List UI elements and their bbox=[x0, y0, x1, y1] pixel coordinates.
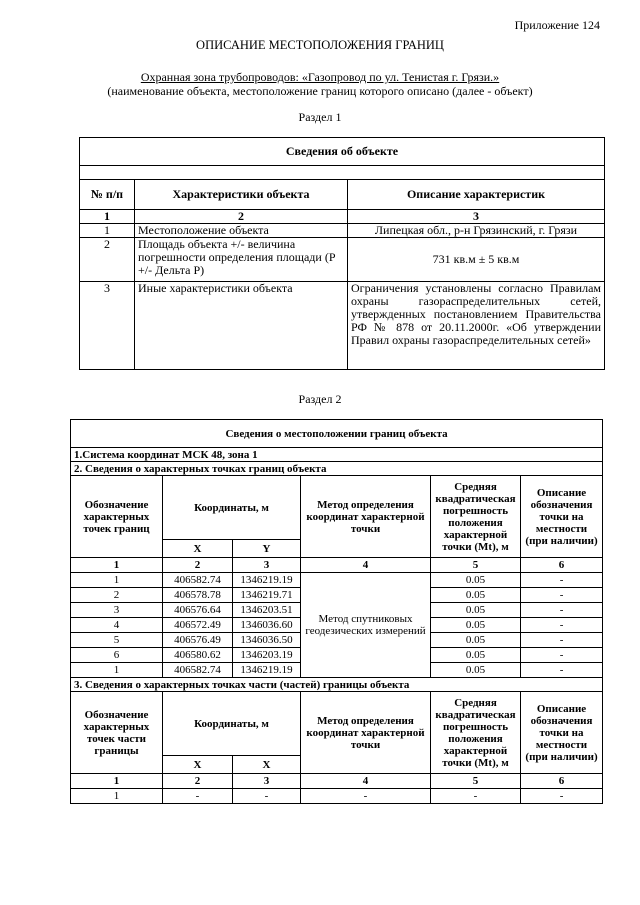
header-x: X bbox=[163, 540, 233, 558]
point-x: 406572.49 bbox=[163, 618, 233, 633]
table-row bbox=[80, 282, 605, 370]
col-number: 4 bbox=[301, 558, 431, 573]
spacer-row bbox=[80, 166, 605, 180]
table-row bbox=[80, 238, 605, 282]
part-point-desc: - bbox=[521, 789, 603, 804]
row-value: Липецкая обл., р-н Грязинский, г. Грязи bbox=[348, 224, 605, 238]
point-x: 406576.49 bbox=[163, 633, 233, 648]
col-number: 3 bbox=[233, 558, 301, 573]
header-x: X bbox=[163, 756, 233, 774]
header-y: Y bbox=[233, 540, 301, 558]
point-id: 6 bbox=[71, 648, 163, 663]
table-title: Сведения об объекте bbox=[80, 138, 605, 166]
point-desc: - bbox=[521, 573, 603, 588]
point-desc: - bbox=[521, 603, 603, 618]
header-point: Обозначение характерных точек части границы bbox=[71, 692, 163, 774]
point-desc: - bbox=[521, 588, 603, 603]
col-number: 5 bbox=[431, 558, 521, 573]
part-point-y: - bbox=[233, 789, 301, 804]
method-cell: Метод спутниковых геодезических измерений bbox=[301, 573, 431, 678]
point-mt: 0.05 bbox=[431, 603, 521, 618]
point-x: 406576.64 bbox=[163, 603, 233, 618]
col-number: 1 bbox=[80, 210, 135, 224]
header-method: Метод определения координат характерной точки bbox=[301, 692, 431, 774]
header-coords: Координаты, м bbox=[163, 476, 301, 540]
document-title: ОПИСАНИЕ МЕСТОПОЛОЖЕНИЯ ГРАНИЦ bbox=[196, 38, 444, 52]
point-id: 1 bbox=[71, 663, 163, 678]
header-coords: Координаты, м bbox=[163, 692, 301, 756]
part-3-title: 3. Сведения о характерных точках части (частей) границы объекта bbox=[71, 678, 603, 692]
section-1-title: Раздел 1 bbox=[298, 110, 342, 124]
point-mt: 0.05 bbox=[431, 663, 521, 678]
row-characteristic: Местоположение объекта bbox=[135, 224, 348, 238]
point-id: 4 bbox=[71, 618, 163, 633]
col-number: 1 bbox=[71, 558, 163, 573]
point-y: 1346219.19 bbox=[233, 663, 301, 678]
point-mt: 0.05 bbox=[431, 588, 521, 603]
col-number: 2 bbox=[163, 558, 233, 573]
row-characteristic: Площадь объекта +/- величина погрешности определения площади (Р +/- Дельта Р) bbox=[135, 238, 348, 282]
point-desc: - bbox=[521, 663, 603, 678]
col-number: 3 bbox=[233, 774, 301, 789]
point-x: 406582.74 bbox=[163, 663, 233, 678]
object-name: Охранная зона трубопроводов: «Газопровод по ул. Тенистая г. Грязи.» bbox=[140, 70, 500, 84]
header-description: Описание обозначения точки на местности (при наличии) bbox=[521, 476, 603, 558]
header-point: Обозначение характерных точек границ bbox=[71, 476, 163, 558]
row-value: Ограничения установлены согласно Правилам охраны газораспределительных сетей, утвержденных постановлением Правительства РФ № 878 от 20.11.2000г. «Об утверждении Правил охраны газораспределительных сетей» bbox=[348, 282, 605, 370]
row-characteristic: Иные характеристики объекта bbox=[135, 282, 348, 370]
point-mt: 0.05 bbox=[431, 633, 521, 648]
point-y: 1346219.71 bbox=[233, 588, 301, 603]
col-number: 1 bbox=[71, 774, 163, 789]
row-num: 2 bbox=[80, 238, 135, 282]
row-num: 1 bbox=[80, 224, 135, 238]
point-mt: 0.05 bbox=[431, 573, 521, 588]
header-y: X bbox=[233, 756, 301, 774]
col-header-description: Описание характеристик bbox=[348, 180, 605, 210]
part-2-title: 2. Сведения о характерных точках границ объекта bbox=[71, 462, 603, 476]
col-number: 6 bbox=[521, 558, 603, 573]
col-number: 6 bbox=[521, 774, 603, 789]
part-point-x: - bbox=[163, 789, 233, 804]
header-method: Метод определения координат характерной точки bbox=[301, 476, 431, 558]
coordinate-system: 1.Система координат МСК 48, зона 1 bbox=[71, 448, 603, 462]
point-desc: - bbox=[521, 618, 603, 633]
col-number: 2 bbox=[163, 774, 233, 789]
header-accuracy: Средняя квадратическая погрешность положения характерной точки (Mt), м bbox=[431, 476, 521, 558]
table-title: Сведения о местоположении границ объекта bbox=[71, 420, 603, 448]
part-point-id: 1 bbox=[71, 789, 163, 804]
boundary-table bbox=[70, 419, 603, 804]
row-value: 731 кв.м ± 5 кв.м bbox=[348, 238, 605, 282]
object-info-table bbox=[79, 137, 605, 370]
col-number: 3 bbox=[348, 210, 605, 224]
part-point-mt: - bbox=[431, 789, 521, 804]
point-id: 2 bbox=[71, 588, 163, 603]
point-x: 406580.62 bbox=[163, 648, 233, 663]
col-header-characteristic: Характеристики объекта bbox=[135, 180, 348, 210]
col-header-num: № п/п bbox=[80, 180, 135, 210]
table-row bbox=[80, 224, 605, 238]
part-point-method: - bbox=[301, 789, 431, 804]
appendix-label: Приложение 124 bbox=[514, 18, 600, 32]
point-x: 406582.74 bbox=[163, 573, 233, 588]
col-number: 4 bbox=[301, 774, 431, 789]
section-2-title: Раздел 2 bbox=[298, 392, 342, 406]
point-y: 1346203.19 bbox=[233, 648, 301, 663]
col-number: 2 bbox=[135, 210, 348, 224]
table-row bbox=[71, 573, 603, 588]
point-y: 1346036.60 bbox=[233, 618, 301, 633]
point-desc: - bbox=[521, 648, 603, 663]
row-num: 3 bbox=[80, 282, 135, 370]
point-id: 5 bbox=[71, 633, 163, 648]
point-y: 1346203.51 bbox=[233, 603, 301, 618]
point-mt: 0.05 bbox=[431, 648, 521, 663]
point-y: 1346036.50 bbox=[233, 633, 301, 648]
table-row bbox=[71, 789, 603, 804]
point-id: 1 bbox=[71, 573, 163, 588]
header-accuracy: Средняя квадратическая погрешность положения характерной точки (Mt), м bbox=[431, 692, 521, 774]
col-number: 5 bbox=[431, 774, 521, 789]
point-mt: 0.05 bbox=[431, 618, 521, 633]
point-desc: - bbox=[521, 633, 603, 648]
point-x: 406578.78 bbox=[163, 588, 233, 603]
header-description: Описание обозначения точки на местности (при наличии) bbox=[521, 692, 603, 774]
point-y: 1346219.19 bbox=[233, 573, 301, 588]
object-caption: (наименование объекта, местоположение границ которого описано (далее - объект) bbox=[107, 84, 533, 98]
point-id: 3 bbox=[71, 603, 163, 618]
